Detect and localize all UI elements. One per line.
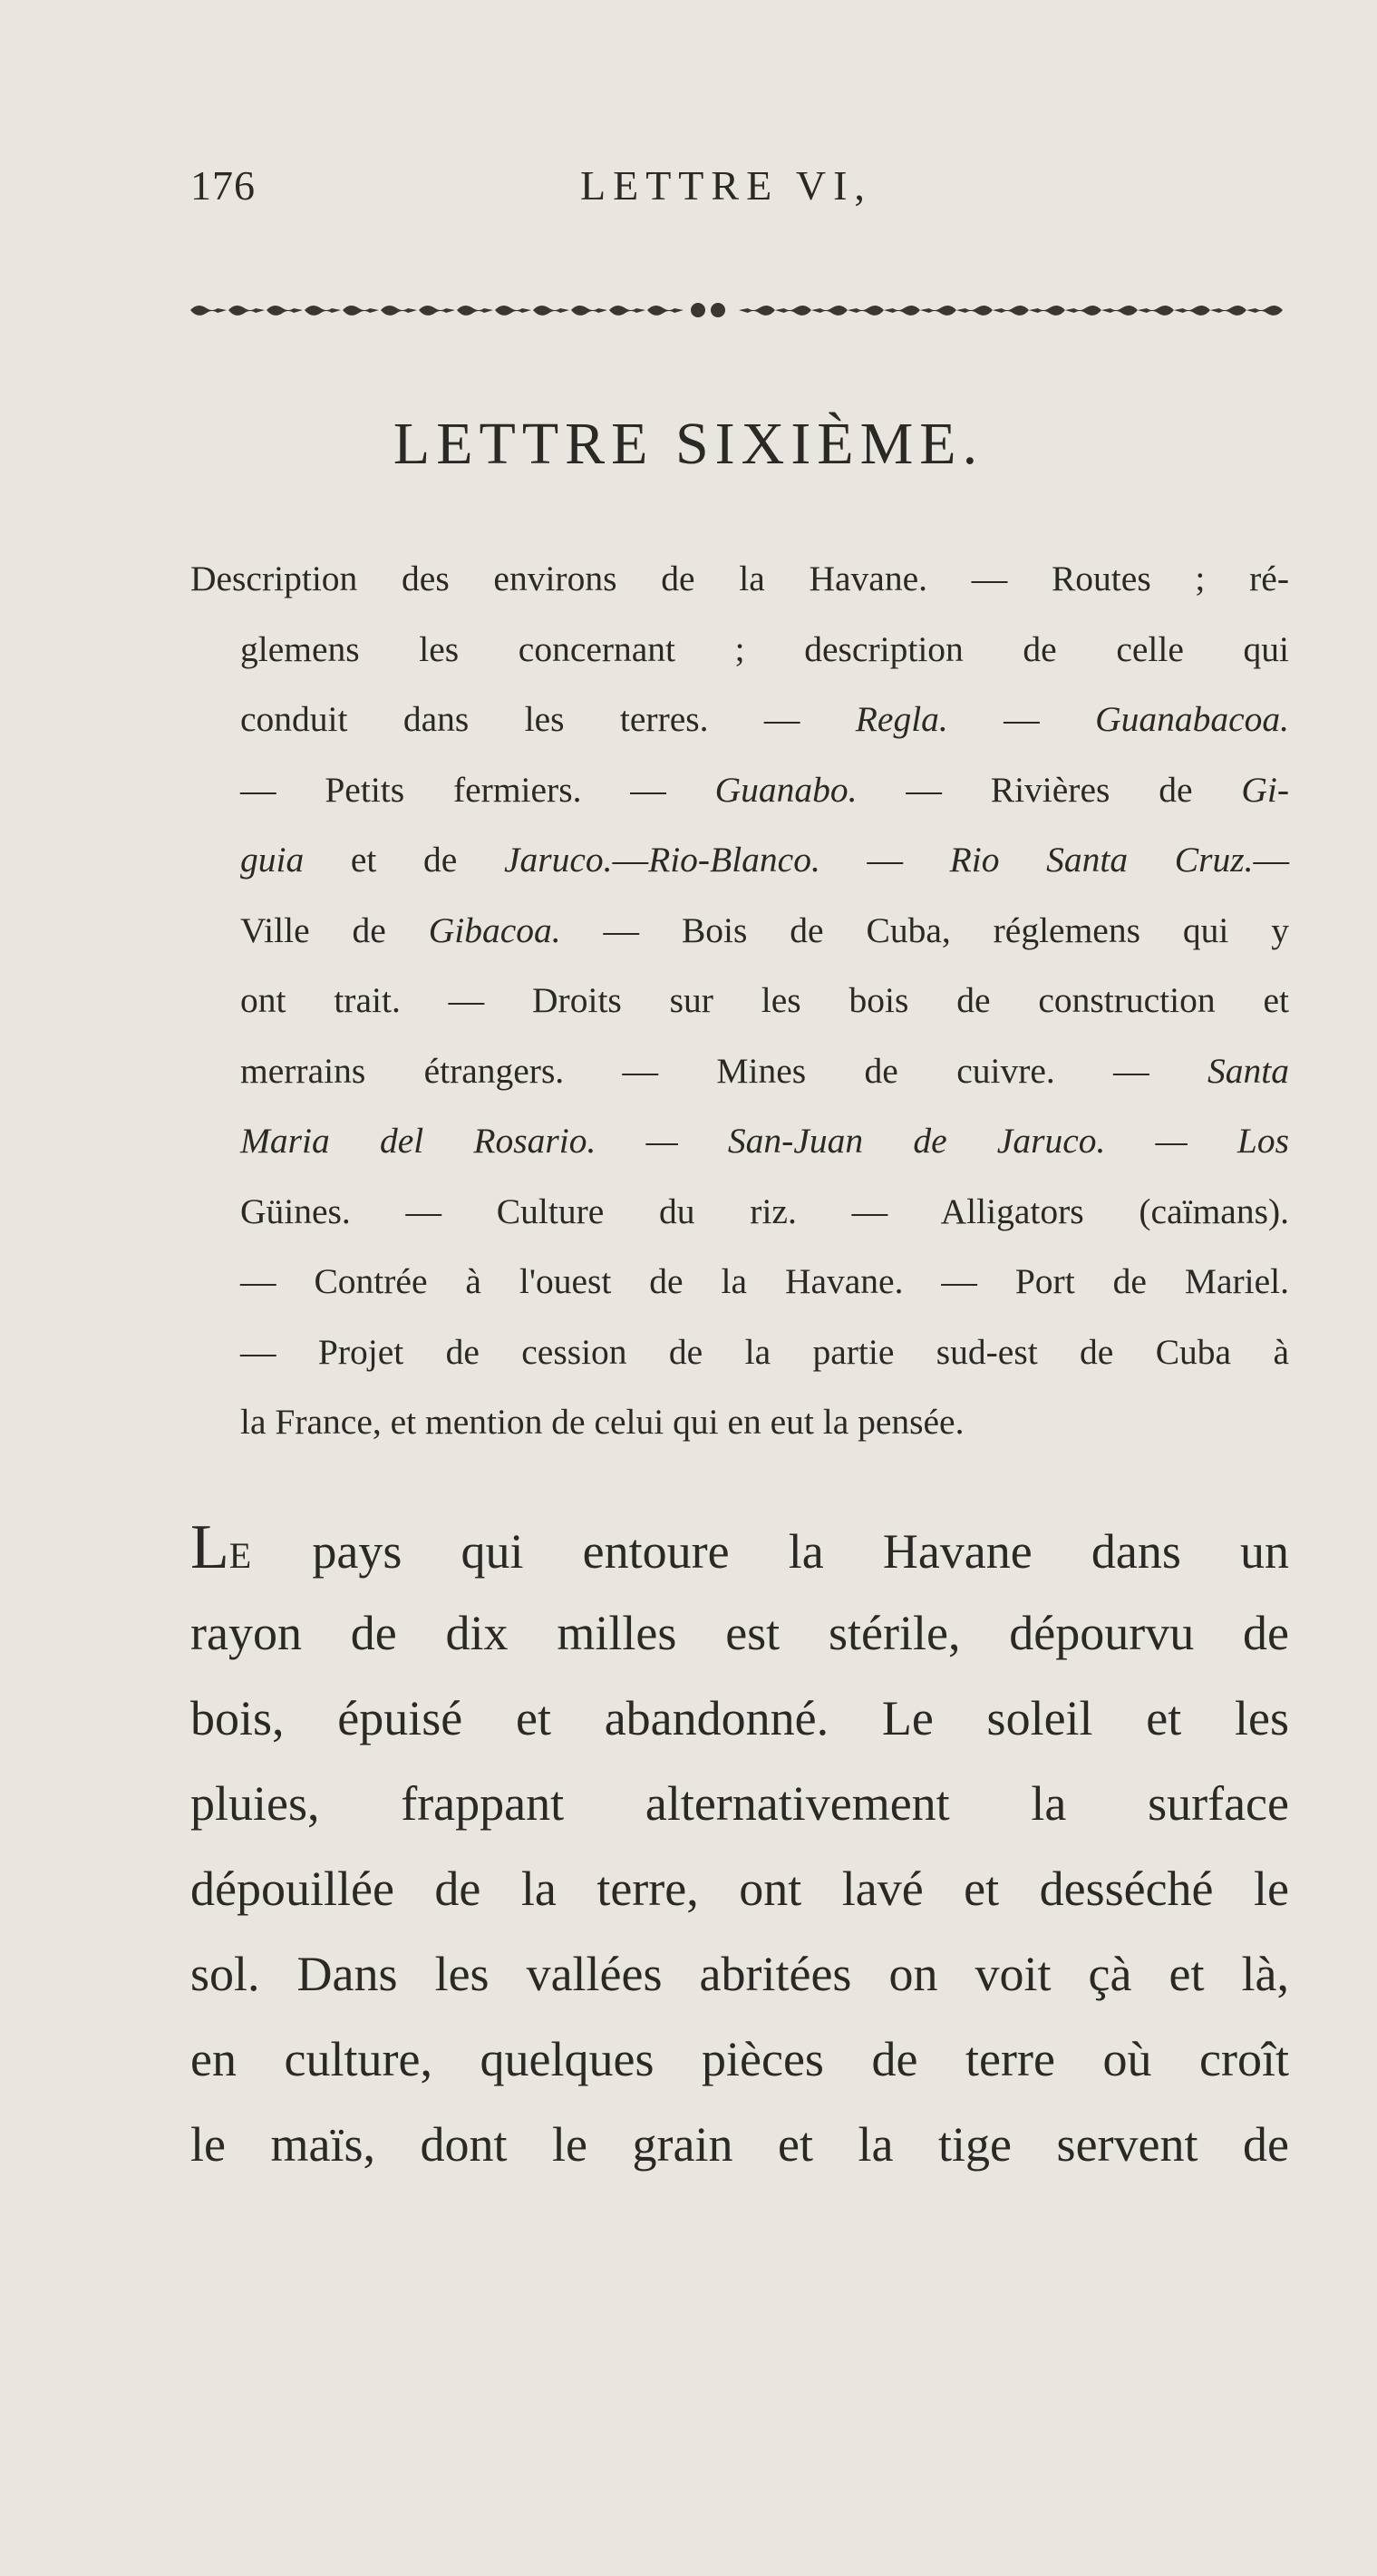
summary-line <box>190 825 1289 896</box>
ornament-motif <box>739 306 775 316</box>
summary-text: — <box>947 699 1096 739</box>
ornament-motif <box>811 306 848 316</box>
summary-line: — Projet de cession de la partie sud-est de Cuba à <box>240 1331 1289 1372</box>
ornament-motif <box>1029 306 1065 316</box>
place-name: Guanabacoa. <box>1095 699 1290 739</box>
ornament-motif <box>1138 306 1174 316</box>
ornament-motif <box>457 306 493 316</box>
ornament-motif <box>1065 306 1101 316</box>
small-cap: E <box>228 1535 254 1576</box>
ornament-motif <box>495 306 531 316</box>
ornament-motif <box>1174 306 1210 316</box>
ornament-motif <box>775 306 811 316</box>
ornament-motif <box>381 306 417 316</box>
summary-line: — Contrée à l'ouest de la Havane. — Port de Mariel. <box>240 1261 1289 1301</box>
decorative-rule-ornament <box>190 299 1283 321</box>
body-line: le maïs, dont le grain et la tige servent de <box>190 2117 1289 2172</box>
place-name: Maria del Rosario. — San-Juan de Jaruco. — Los <box>240 1121 1289 1161</box>
ornament-motif <box>305 306 341 316</box>
ornament-motif <box>419 306 455 316</box>
ornament-motif <box>993 306 1029 316</box>
ornament-motif <box>609 306 645 316</box>
place-name: Guanabo. <box>714 769 858 810</box>
place-name: Jaruco. <box>504 840 613 880</box>
ornament-motif <box>571 306 607 316</box>
ornament-center-dot <box>711 303 725 317</box>
body-line: sol. Dans les vallées abritées on voit çà et là, <box>190 1947 1289 2001</box>
body-line-text: pays qui entoure la Havane dans un <box>253 1524 1289 1579</box>
summary-text: — <box>819 840 903 880</box>
ornament-motif <box>848 306 884 316</box>
summary-line: glemens les concernant ; description de celle qui <box>240 628 1289 669</box>
ornament-motif <box>647 306 684 316</box>
summary-line <box>190 755 1289 826</box>
summary-text: — Petits fermiers. — <box>240 769 715 810</box>
summary-line <box>190 896 1289 967</box>
place-name: Rio-Blanco. <box>648 840 820 880</box>
body-line: rayon de dix milles est stérile, dépourvu de <box>190 1606 1289 1660</box>
summary-text: merrains étrangers. — Mines de cuivre. — <box>240 1050 1208 1091</box>
chapter-summary <box>190 544 1289 1458</box>
summary-text: — Rivières de <box>857 769 1242 810</box>
ornament-motif <box>267 306 303 316</box>
summary-line: ont trait. — Droits sur les bois de construction et <box>240 980 1289 1020</box>
summary-line: Güines. — Culture du riz. — Alligators (caïmans). <box>240 1191 1289 1231</box>
summary-line <box>190 685 1289 755</box>
summary-text: et de <box>304 840 504 880</box>
running-head: LETTRE VI, <box>580 162 872 209</box>
place-name: Santa <box>1207 1050 1289 1091</box>
body-line: bois, épuisé et abandonné. Le soleil et les <box>190 1691 1289 1745</box>
place-name: Gibacoa. <box>428 909 561 950</box>
ornament-motif <box>884 306 920 316</box>
summary-text: — Bois de Cuba, réglemens qui y <box>560 909 1289 950</box>
body-line: pluies, frappant alternativement la surface <box>190 1776 1289 1831</box>
ornament-motif <box>1101 306 1138 316</box>
ornament-motif <box>920 306 956 316</box>
place-name: Gi- <box>1241 769 1289 810</box>
ornament-motif <box>228 306 265 316</box>
place-name: Rio Santa Cruz. <box>949 840 1254 880</box>
body-line: en culture, quelques pièces de terre où croît <box>190 2032 1289 2086</box>
place-name: guia <box>240 840 305 880</box>
body-line: dépouillée de la terre, ont lavé et desséché le <box>190 1862 1289 1916</box>
page-number: 176 <box>190 162 256 209</box>
ornament-motif <box>956 306 993 316</box>
ornament-center-dot <box>691 303 705 317</box>
summary-line: la France, et mention de celui qui en eut la pensée. <box>240 1402 965 1442</box>
summary-text: conduit dans les terres. — <box>240 699 856 739</box>
body-line <box>190 1505 1289 1590</box>
ornament-motif <box>190 306 227 316</box>
place-name: Regla. <box>855 699 948 739</box>
summary-text: — <box>1253 840 1290 880</box>
summary-line <box>190 1106 1289 1177</box>
body-text <box>190 1505 1289 2187</box>
drop-cap: L <box>190 1512 229 1582</box>
ornament-motif <box>1246 306 1283 316</box>
ornament-motif <box>533 306 569 316</box>
ornament-motif <box>343 306 379 316</box>
summary-text: Ville de <box>240 909 429 950</box>
summary-text: — <box>612 840 649 880</box>
ornament-motif <box>1210 306 1246 316</box>
chapter-title: LETTRE SIXIÈME. <box>393 411 984 477</box>
summary-line: Description des environs de la Havane. — Routes ; ré- <box>190 559 1289 598</box>
summary-line <box>190 1036 1289 1107</box>
page-header <box>190 161 1277 216</box>
